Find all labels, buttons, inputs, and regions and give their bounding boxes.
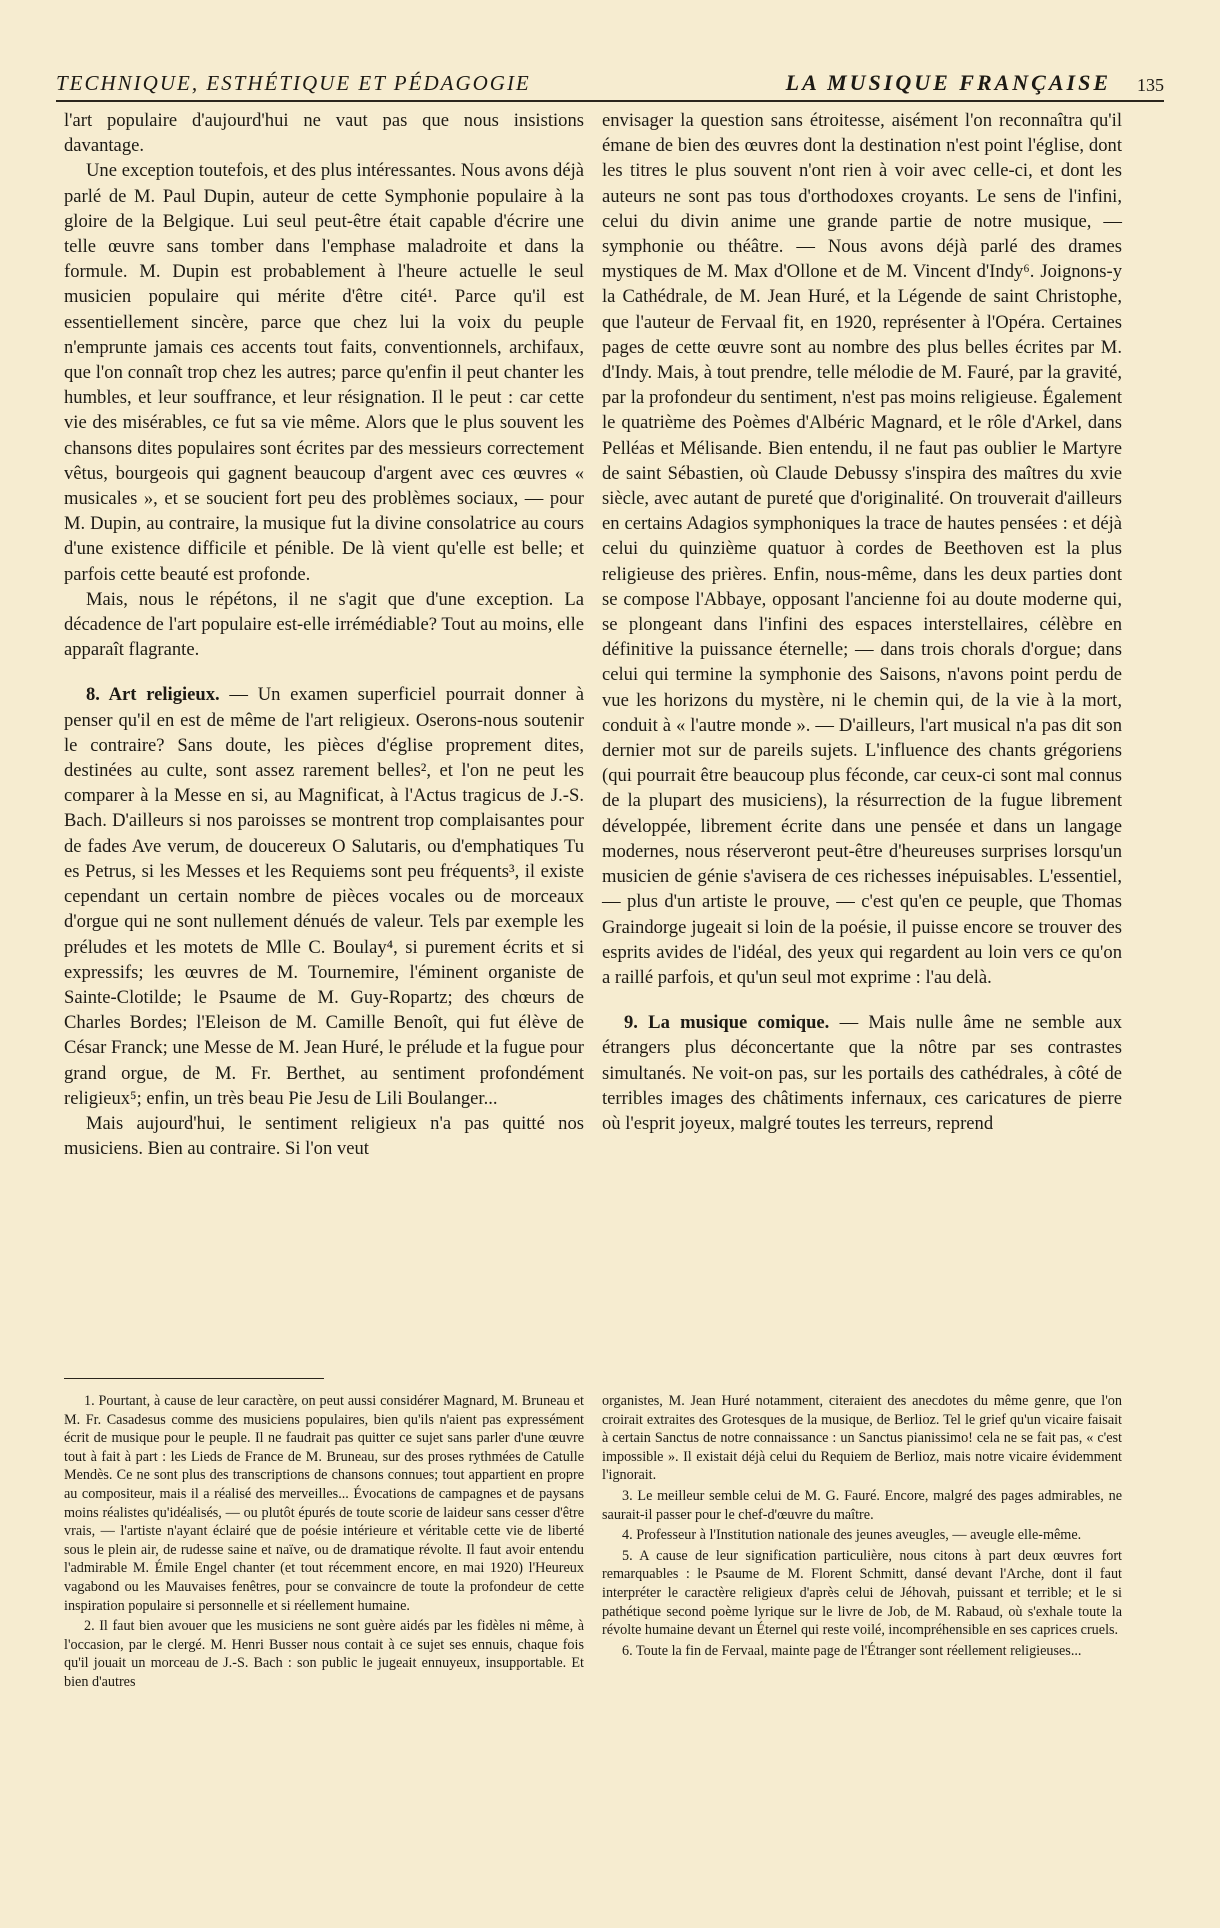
section-title: 9. La musique comique. [624,1012,830,1034]
footnote: 5. A cause de leur signification particulière, nous citons à part deux œuvres fort remarquables : le Psaume de M. Florent Schmitt, dansé devant l'Arche, dont il faut interpréter le caractère religieux d'après celui de Jéhovah, puissant et terrible; et le si pathétique second poème lyrique sur le livre de Job, de M. Rabaud, où s'exhale toute la révolte humaine devant un Éternel qui reste voilé, incompréhensible en ses caprices cruels. [602,1547,1122,1639]
footnote-rule [64,1378,324,1379]
footnote: 6. Toute la fin de Fervaal, mainte page de l'Étranger sont réellement religieuses... [622,1642,1082,1659]
section-text: — Un examen superficiel pourrait donner à penser qu'il en est de même de l'art religieux. Oserons-nous soutenir le contraire? Sans doute, les pièces d'église proprement dites, destinées au culte, sont assez rarement belles², et l'on ne peut les comparer à la Messe en si, au Magnificat, à l'Actus tragicus de J.-S. Bach. D'ailleurs si nos paroisses se montrent trop complaisantes pour de fades Ave verum, de doucereux O Salutaris, ou d'emphatiques Tu es Petrus, si les Messes et les Requiems sont peu fréquents³, il existe cependant un certain nombre de pièces vocales ou de morceaux d'orgue qui ne sont nullement dénués de valeur. Tels par exemple les préludes et les motets de Mlle C. Boulay⁴, si purement écrits et si expressifs; les œuvres de M. Tournemire, l'éminent organiste de Sainte-Clotilde; le Psaume de M. Guy-Ropartz; des chœurs de Charles Bordes; l'Eleison de M. Camille Benoît, qui fut élève de César Franck; une Messe de M. Jean Huré, le prélude et la fugue pour grand orgue, de M. Fr. Berthet, au sentiment profondément religieux⁵; enfin, un très beau Pie Jesu de Lili Boulanger... [64,684,584,1109]
footnote: organistes, M. Jean Huré notamment, citeraient des anecdotes du même genre, que l'on croirait extraites des Grotesques de la musique, de Berlioz. Tel le grief qu'un vicaire faisait à certain Sanctus de notre connaissance : un Sanctus pianissimo! cela ne se fait pas, « c'est impossible ». Il existait déjà celui du Requiem de Berlioz, mais notre vicaire évidemment l'ignorait. [602,1393,1122,1484]
section-8 [64,682,584,1110]
running-head [56,62,1164,102]
right-column [602,108,1122,1136]
paragraph: Une exception toutefois, et des plus intéressantes. Nous avons déjà parlé de M. Paul Dupin, auteur de cette Symphonie populaire à la gloire de la Belgique. Lui seul peut-être était capable d'écrire une telle œuvre sans tomber dans l'emphase maladroite et dans la formule. M. Dupin est probablement à l'heure actuelle le seul musicien populaire qui mérite d'être cité¹. Parce qu'il est essentiellement sincère, parce que chez lui la voix du peuple n'emprunte jamais ces accents tout faits, conventionnels, archifaux, que l'on connaît trop chez les autres; parce qu'enfin il peut chanter les humbles, et leur souffrance, et leur résignation. Il le peut : car cette vie des misérables, ce fut sa vie même. Alors que le plus souvent les chansons dites populaires sont écrites par des messieurs correctement vêtus, bourgeois qui gagnent beaucoup d'argent avec ces œuvres « musicales », et se soucient fort peu des problèmes sociaux, — pour M. Dupin, au contraire, la musique fut la divine consolatrice au cours d'une existence difficile et pénible. De là vient qu'elle est belle; et parfois cette beauté est profonde. [64,160,584,585]
paragraph: envisager la question sans étroitesse, aisément l'on reconnaîtra qu'il émane de bien des œuvres dont la destination n'est point l'église, dont les titres le plus souvent n'ont rien à voir avec celle-ci, et dont les auteurs ne sont pas tous d'orthodoxes croyants. Le sens de l'infini, celui du divin anime une grande partie de notre musique, — symphonie ou théâtre. — Nous avons déjà parlé des drames mystiques de M. Max d'Ollone et de M. Vincent d'Indy⁶. Joignons-y la Cathédrale, de M. Jean Huré, et la Légende de saint Christophe, que l'auteur de Fervaal fit, en 1920, représenter à l'Opéra. Certaines pages de cette œuvre sont au nombre des plus belles écrites par M. d'Indy. Mais, à tout prendre, telle mélodie de M. Fauré, par la gravité, par la profondeur du sentiment, n'est pas moins religieuse. Également le quatrième des Poèmes d'Albéric Magnard, et le rôle d'Arkel, dans Pelléas et Mélisande. Bien entendu, il ne faut pas oublier le Martyre de saint Sébastien, où Claude Debussy s'inspira des maîtres du xvie siècle, avec autant de pureté que d'originalité. On trouverait d'ailleurs en certains Adagios symphoniques la trace de hautes pensées : et déjà celui du quinzième quatuor à cordes de Beethoven est la plus religieuse des prières. Enfin, nous-même, dans les deux parties dont se compose l'Abbaye, opposant l'ancienne foi au doute moderne qui, se plongeant dans l'infini des espaces interstellaires, célèbre en définitive la puissance éternelle; — dans trois chorals d'orgue; dans celui qui termine la symphonie des Saisons, n'avons point perdu de vue les horizons du mystère, ni le chemin qui, de la vie à la mort, conduit à « l'autre monde ». — D'ailleurs, l'art musical n'a pas dit son dernier mot sur de pareils sujets. L'influence des chants grégoriens (qui pourrait être beaucoup plus féconde, car ceux-ci sont mal connus de la plupart des musiciens), la résurrection de la fugue librement développée, librement écrite dans une pensée et dans un langage modernes, nous réserveront peut-être d'heureuses surprises lorsqu'un musicien de génie s'avisera de ces richesses inépuisables. L'essentiel, — plus d'un artiste le prouve, — c'est qu'en ce peuple, que Thomas Graindorge jugeait si loin de la poésie, il puisse encore se trouver des esprits avides de l'idéal, des yeux qui regardent au loin vers ce qu'on a raillé parfois, et qu'un seul mot exprime : l'au delà. [602,110,1122,988]
section-text: — Mais nulle âme ne semble aux étrangers plus déconcertante que la nôtre par ses contrastes simultanés. Ne voit-on pas, sur les portails des cathédrales, à côté de terribles images des châtiments infernaux, ces caricatures de pierre où l'esprit joyeux, malgré toutes les terreurs, reprend [602,1012,1123,1134]
footnotes-right [602,1392,1122,1662]
footnote: 2. Il faut bien avouer que les musiciens ne sont guère aidés par les fidèles ni même, à l'occasion, par le clergé. M. Henri Busser nous contait à ce sujet ses ennuis, chaque fois qu'il jouait un morceau de J.-S. Bach : son public le jugeait ennuyeux, insupportable. Et bien d'autres [64,1618,584,1690]
page-number: 135 [1137,75,1164,95]
running-head-right-group [786,70,1164,96]
footnotes-left [64,1392,584,1694]
section-title: 8. Art religieux. [86,684,220,706]
running-head-left: TECHNIQUE, ESTHÉTIQUE ET PÉDAGOGIE [56,71,531,95]
paragraph: Mais aujourd'hui, le sentiment religieux n'a pas quitté nos musiciens. Bien au contraire. Si l'on veut [64,1112,584,1160]
section-9 [602,1010,1122,1136]
paragraph: l'art populaire d'aujourd'hui ne vaut pas que nous insistions davantage. [64,110,584,157]
footnote: 4. Professeur à l'Institution nationale des jeunes aveugles, — aveugle elle-même. [622,1527,1082,1544]
footnote: 1. Pourtant, à cause de leur caractère, on peut aussi considérer Magnard, M. Bruneau et M. Fr. Casadesus comme des musiciens populaires, bien qu'ils n'aient pas expressément écrit de musique pour le peuple. Il ne faudrait pas quitter ce sujet sans parler d'une œuvre tout à fait à part : les Lieds de France de M. Bruneau, sur des proses rythmées de Catulle Mendès. Ce ne sont plus des transcriptions de chansons connues; tout appartient en propre au compositeur, mais il a réalisé des merveilles... Évocations de campagnes et de paysans moins réalistes qu'idéalisés, — ou plutôt épurés de toute scorie de laideur sans cesser d'être vrais, — l'artiste n'ayant éclairé que de poésie intérieure et véritable cette vie de liberté sous le plein air, de rudesse saine et naïve, ou de dramatique révolte. Il faut avoir entendu l'admirable M. Émile Engel chanter (et tout récemment encore, en mai 1920) l'Heureux vagabond ou les Mauvaises fenêtres, pour se convaincre de toute la profondeur de cette inspiration populaire si personnelle et si réellement humaine. [64,1393,584,1614]
paragraph: Mais, nous le répétons, il ne s'agit que d'une exception. La décadence de l'art populaire est-elle irrémédiable? Tout au moins, elle apparaît flagrante. [64,588,584,661]
footnote: 3. Le meilleur semble celui de M. G. Fauré. Encore, malgré des pages admirables, ne saurait-il passer pour le chef-d'œuvre du maître. [602,1487,1122,1523]
running-head-right: LA MUSIQUE FRANÇAISE [785,70,1111,95]
left-column [64,108,584,1161]
